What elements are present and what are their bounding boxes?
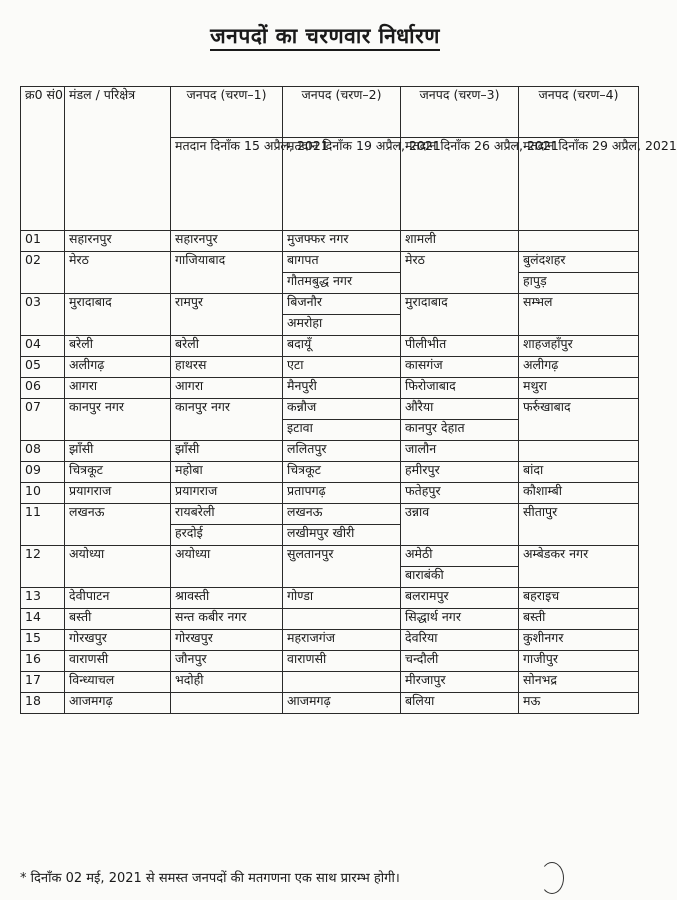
cell-phase-4: बस्ती <box>519 609 639 630</box>
cell-sno: 11 <box>21 504 65 546</box>
cell-mandal: विन्ध्याचल <box>65 672 171 693</box>
cell-phase-3: बलरामपुर <box>401 588 519 609</box>
cell-phase-2: आजमगढ़ <box>283 693 401 714</box>
cell-mandal: अयोध्या <box>65 546 171 588</box>
cell-mandal: अलीगढ़ <box>65 357 171 378</box>
cell-sno: 08 <box>21 441 65 462</box>
header-date-1: मतदान दिनाँक 15 अप्रैल, 2021 <box>171 138 283 231</box>
cell-sno: 01 <box>21 231 65 252</box>
cell-phase-2: लखनऊ <box>283 504 401 525</box>
cell-mandal: बस्ती <box>65 609 171 630</box>
cell-phase-2: चित्रकूट <box>283 462 401 483</box>
cell-mandal: बरेली <box>65 336 171 357</box>
table-row <box>21 441 639 462</box>
cell-phase-1: रामपुर <box>171 294 283 336</box>
cell-phase-2: मैनपुरी <box>283 378 401 399</box>
cell-mandal: गोरखपुर <box>65 630 171 651</box>
header-date-2: मतदान दिनाँक 19 अप्रैल, 2021 <box>283 138 401 231</box>
table-row <box>21 693 639 714</box>
cell-sno: 14 <box>21 609 65 630</box>
cell-sno: 17 <box>21 672 65 693</box>
cell-phase-4: शाहजहाँपुर <box>519 336 639 357</box>
table-row <box>21 336 639 357</box>
cell-phase-3: कासगंज <box>401 357 519 378</box>
cell-phase-1: भदोही <box>171 672 283 693</box>
cell-phase-4: कौशाम्बी <box>519 483 639 504</box>
cell-phase-2: इटावा <box>283 420 401 441</box>
cell-phase-1: गाजियाबाद <box>171 252 283 294</box>
cell-phase-1: प्रयागराज <box>171 483 283 504</box>
cell-sno: 16 <box>21 651 65 672</box>
cell-phase-3: बलिया <box>401 693 519 714</box>
cell-sno: 10 <box>21 483 65 504</box>
cell-mandal: झाँसी <box>65 441 171 462</box>
cell-phase-3: मीरजापुर <box>401 672 519 693</box>
cell-phase-4 <box>519 441 639 462</box>
cell-phase-1: कानपुर नगर <box>171 399 283 441</box>
cell-mandal: मुरादाबाद <box>65 294 171 336</box>
cell-phase-1: सहारनपुर <box>171 231 283 252</box>
cell-phase-4: मऊ <box>519 693 639 714</box>
cell-phase-4: गाजीपुर <box>519 651 639 672</box>
cell-phase-4: अम्बेडकर नगर <box>519 546 639 588</box>
cell-phase-2: सुलतानपुर <box>283 546 401 588</box>
table-row <box>21 357 639 378</box>
cell-phase-4: फर्रुखाबाद <box>519 399 639 441</box>
cell-sno: 02 <box>21 252 65 294</box>
cell-phase-2: मुजफ्फर नगर <box>283 231 401 252</box>
cell-phase-3: चन्दौली <box>401 651 519 672</box>
cell-mandal: आगरा <box>65 378 171 399</box>
cell-phase-4: बहराइच <box>519 588 639 609</box>
header-date-3: मतदान दिनाँक 26 अप्रैल, 2021 <box>401 138 519 231</box>
cell-phase-4: सम्भल <box>519 294 639 336</box>
footnote: * दिनाँक 02 मई, 2021 से समस्त जनपदों की मतगणना एक साथ प्रारम्भ होगी। <box>20 871 400 886</box>
cell-phase-2: गौतमबुद्ध नगर <box>283 273 401 294</box>
cell-mandal: लखनऊ <box>65 504 171 546</box>
cell-phase-3: शामली <box>401 231 519 252</box>
cell-phase-1: गोरखपुर <box>171 630 283 651</box>
cell-phase-1: महोबा <box>171 462 283 483</box>
cell-phase-3: पीलीभीत <box>401 336 519 357</box>
cell-phase-4: मथुरा <box>519 378 639 399</box>
cell-sno: 12 <box>21 546 65 588</box>
cell-phase-4: कुशीनगर <box>519 630 639 651</box>
table-row <box>21 483 639 504</box>
cell-phase-3: देवरिया <box>401 630 519 651</box>
table-row <box>21 252 639 273</box>
cell-phase-4: बांदा <box>519 462 639 483</box>
cell-phase-3: औरैया <box>401 399 519 420</box>
cell-phase-3: कानपुर देहात <box>401 420 519 441</box>
cell-phase-4: अलीगढ़ <box>519 357 639 378</box>
cell-phase-4: सोनभद्र <box>519 672 639 693</box>
cell-phase-4: बुलंदशहर <box>519 252 639 273</box>
cell-phase-3: मेरठ <box>401 252 519 294</box>
cell-phase-2: महराजगंज <box>283 630 401 651</box>
cell-mandal: कानपुर नगर <box>65 399 171 441</box>
table-row <box>21 462 639 483</box>
cell-phase-3: उन्नाव <box>401 504 519 546</box>
signature-mark <box>540 862 564 894</box>
cell-phase-3: सिद्धार्थ नगर <box>401 609 519 630</box>
cell-phase-1: झाँसी <box>171 441 283 462</box>
cell-phase-2: प्रतापगढ़ <box>283 483 401 504</box>
cell-sno: 05 <box>21 357 65 378</box>
table-row <box>21 630 639 651</box>
table-row <box>21 609 639 630</box>
cell-phase-2: एटा <box>283 357 401 378</box>
header-sno: क्र0 सं0 <box>21 87 65 231</box>
table-row <box>21 294 639 315</box>
page-title: जनपदों का चरणवार निर्धारण <box>0 22 650 50</box>
cell-phase-1: अयोध्या <box>171 546 283 588</box>
header-mandal: मंडल / परिक्षेत्र <box>65 87 171 231</box>
cell-phase-1: रायबरेली <box>171 504 283 525</box>
cell-sno: 04 <box>21 336 65 357</box>
cell-sno: 09 <box>21 462 65 483</box>
header-phase-3: जनपद (चरण–3) <box>401 87 519 138</box>
cell-phase-2: ललितपुर <box>283 441 401 462</box>
header-row <box>21 87 639 138</box>
cell-phase-1: श्रावस्ती <box>171 588 283 609</box>
header-date-4: मतदान दिनाँक 29 अप्रैल, 2021 <box>519 138 639 231</box>
cell-phase-4: हापुड़ <box>519 273 639 294</box>
cell-phase-3: अमेठी <box>401 546 519 567</box>
cell-phase-2: बागपत <box>283 252 401 273</box>
cell-phase-3: हमीरपुर <box>401 462 519 483</box>
cell-mandal: चित्रकूट <box>65 462 171 483</box>
table-body <box>21 231 639 714</box>
cell-phase-2 <box>283 609 401 630</box>
cell-phase-2: अमरोहा <box>283 315 401 336</box>
cell-phase-2: गोण्डा <box>283 588 401 609</box>
cell-mandal: प्रयागराज <box>65 483 171 504</box>
cell-phase-2: कन्नौज <box>283 399 401 420</box>
cell-phase-1: हाथरस <box>171 357 283 378</box>
header-phase-2: जनपद (चरण–2) <box>283 87 401 138</box>
cell-phase-2: बिजनौर <box>283 294 401 315</box>
cell-phase-3: फिरोजाबाद <box>401 378 519 399</box>
cell-phase-3: फतेहपुर <box>401 483 519 504</box>
cell-phase-3: मुरादाबाद <box>401 294 519 336</box>
cell-phase-1: जौनपुर <box>171 651 283 672</box>
cell-phase-3: बाराबंकी <box>401 567 519 588</box>
cell-sno: 06 <box>21 378 65 399</box>
table-row <box>21 399 639 420</box>
table-row <box>21 546 639 567</box>
table-row <box>21 231 639 252</box>
cell-mandal: आजमगढ़ <box>65 693 171 714</box>
cell-phase-2: बदायूँ <box>283 336 401 357</box>
cell-mandal: मेरठ <box>65 252 171 294</box>
cell-phase-1: हरदोई <box>171 525 283 546</box>
table-row <box>21 651 639 672</box>
cell-phase-4 <box>519 231 639 252</box>
cell-mandal: सहारनपुर <box>65 231 171 252</box>
table-row <box>21 588 639 609</box>
table-row <box>21 378 639 399</box>
cell-phase-2: वाराणसी <box>283 651 401 672</box>
cell-sno: 18 <box>21 693 65 714</box>
cell-phase-1 <box>171 693 283 714</box>
cell-phase-1: बरेली <box>171 336 283 357</box>
cell-phase-1: सन्त कबीर नगर <box>171 609 283 630</box>
table-row <box>21 504 639 525</box>
header-phase-4: जनपद (चरण–4) <box>519 87 639 138</box>
cell-mandal: वाराणसी <box>65 651 171 672</box>
cell-phase-1: आगरा <box>171 378 283 399</box>
cell-phase-4: सीतापुर <box>519 504 639 546</box>
phase-schedule-table <box>20 86 677 714</box>
cell-phase-2: लखीमपुर खीरी <box>283 525 401 546</box>
table-row <box>21 672 639 693</box>
cell-mandal: देवीपाटन <box>65 588 171 609</box>
cell-phase-2 <box>283 672 401 693</box>
cell-sno: 07 <box>21 399 65 441</box>
header-phase-1: जनपद (चरण–1) <box>171 87 283 138</box>
cell-sno: 03 <box>21 294 65 336</box>
cell-sno: 13 <box>21 588 65 609</box>
cell-phase-3: जालौन <box>401 441 519 462</box>
cell-sno: 15 <box>21 630 65 651</box>
